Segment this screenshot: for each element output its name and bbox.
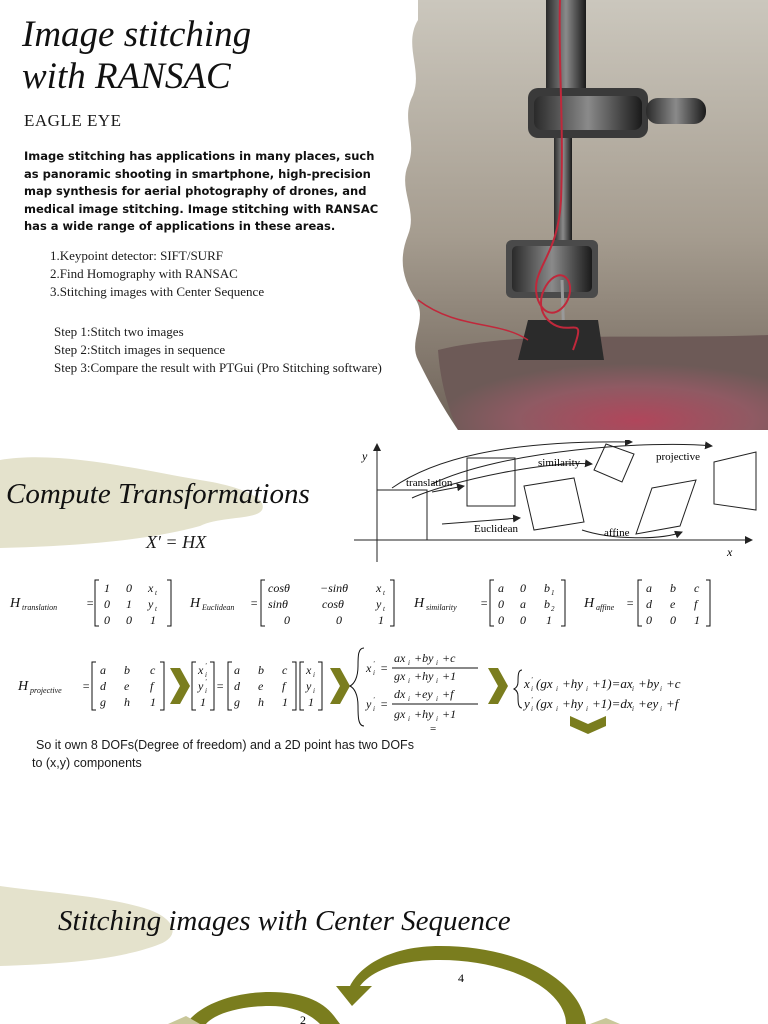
svg-text:1: 1 [378, 613, 384, 627]
svg-text:a: a [520, 597, 526, 611]
svg-text:t: t [155, 605, 157, 613]
svg-text:i: i [408, 695, 410, 703]
svg-text:a: a [498, 581, 504, 595]
svg-text:i: i [531, 685, 533, 693]
svg-text:+by: +by [638, 676, 660, 691]
dofs-text-line-1: So it own 8 DOFs(Degree of freedom) and a 2D point has two DOFs [36, 738, 414, 752]
svg-text:y: y [366, 697, 372, 711]
svg-text:': ' [531, 676, 533, 684]
svg-text:sinθ: sinθ [268, 597, 288, 611]
svg-text:i: i [556, 685, 558, 693]
svg-text:a: a [100, 663, 106, 677]
step-item: Step 1:Stitch two images [54, 324, 184, 339]
svg-text:i: i [313, 671, 315, 679]
svg-text:1: 1 [551, 589, 555, 597]
svg-text:1: 1 [282, 695, 288, 709]
svg-text:x: x [524, 676, 530, 691]
svg-text:c: c [150, 663, 156, 677]
h-projective-sub: projective [30, 686, 62, 695]
svg-text:i: i [205, 687, 207, 695]
svg-text:−sinθ: −sinθ [320, 581, 348, 595]
svg-text:a: a [234, 663, 240, 677]
svg-text:1: 1 [104, 581, 110, 595]
svg-text:0: 0 [670, 613, 676, 627]
label-similarity: similarity [538, 457, 581, 469]
svg-text:i: i [660, 705, 662, 713]
step-item: Step 3:Compare the result with PTGui (Pro Stitching software) [54, 360, 382, 375]
svg-text:+c: +c [666, 676, 681, 691]
slide-1-title [22, 14, 362, 98]
svg-text:=: = [380, 661, 389, 675]
title-line-1: Image stitching [22, 14, 252, 55]
svg-text:i: i [408, 677, 410, 685]
svg-text:1: 1 [150, 695, 156, 709]
svg-text:e: e [670, 597, 676, 611]
svg-text:gx: gx [394, 669, 406, 683]
chevron-down-icon [570, 716, 606, 734]
svg-text:i: i [586, 705, 588, 713]
svg-text:t: t [383, 605, 385, 613]
svg-text:g: g [100, 695, 106, 709]
svg-text:0: 0 [336, 613, 342, 627]
svg-text:=: = [250, 596, 259, 610]
svg-text:': ' [531, 696, 533, 704]
svg-text:=: = [626, 596, 635, 610]
svg-text:+hy: +hy [562, 696, 584, 711]
svg-text:0: 0 [646, 613, 652, 627]
svg-text:i: i [632, 685, 634, 693]
intro-paragraph: Image stitching has applications in many places, such as panoramic shooting in smartphone, high-precision map synthesis for aerial photography of drones, and medical image stitching. Image stitching with RANSAC has a wide range of applications in these areas. [24, 149, 379, 233]
sewing-machine-photo [378, 0, 768, 430]
svg-text:': ' [205, 662, 207, 670]
pipeline-item: 3.Stitching images with Center Sequence [50, 284, 265, 299]
svg-text:y: y [148, 597, 154, 611]
svg-text:': ' [373, 660, 375, 668]
svg-text:g: g [234, 695, 240, 709]
svg-text:(gx: (gx [536, 676, 553, 691]
svg-text:0: 0 [284, 613, 290, 627]
h-affine-sub: affine [596, 603, 615, 612]
svg-text:=: = [86, 596, 95, 610]
slide-2-title: Compute Transformations [6, 478, 310, 510]
svg-text:+1: +1 [442, 669, 457, 683]
svg-text:+1: +1 [442, 707, 457, 721]
svg-text:b: b [544, 597, 550, 611]
svg-text:i: i [436, 677, 438, 685]
svg-text:1: 1 [694, 613, 700, 627]
projective-derivation [8, 646, 763, 736]
svg-text:x: x [366, 661, 372, 675]
svg-text:=: = [380, 697, 389, 711]
matrices-row-1 [8, 576, 763, 632]
slide-1 [0, 0, 768, 430]
svg-text:y: y [198, 679, 204, 693]
svg-text:c: c [694, 581, 700, 595]
h-affine-symbol: H [584, 596, 595, 611]
svg-text:+1)=ax: +1)=ax [592, 676, 633, 691]
svg-text:b: b [670, 581, 676, 595]
svg-text:i: i [313, 687, 315, 695]
svg-text:i: i [436, 695, 438, 703]
svg-text:0: 0 [104, 597, 110, 611]
slide-1-subtitle: EAGLE EYE [24, 111, 122, 130]
svg-text:i: i [531, 705, 533, 713]
title-line-2: with RANSAC [22, 56, 231, 97]
svg-text:e: e [124, 679, 130, 693]
svg-text:h: h [258, 695, 264, 709]
svg-text:x: x [376, 581, 382, 595]
svg-text:d: d [646, 597, 652, 611]
svg-text:1: 1 [546, 613, 552, 627]
h-translation-sub: translation [22, 603, 58, 612]
svg-text:d: d [100, 679, 106, 693]
svg-text:=: = [480, 596, 489, 610]
label-projective: projective [656, 451, 700, 463]
transformations-diagram [352, 440, 762, 565]
svg-text:1: 1 [126, 597, 132, 611]
svg-text:b: b [544, 581, 550, 595]
svg-text:(gx: (gx [536, 696, 553, 711]
svg-text:0: 0 [520, 613, 526, 627]
svg-text:0: 0 [126, 613, 132, 627]
sequence-label-2: 2 [300, 1013, 306, 1024]
svg-text:0: 0 [104, 613, 110, 627]
label-euclidean: Euclidean [474, 523, 518, 535]
svg-text:b: b [258, 663, 264, 677]
y-axis-label: y [362, 449, 368, 463]
svg-text:1: 1 [308, 695, 314, 709]
steps-list [54, 323, 382, 377]
svg-text:c: c [282, 663, 288, 677]
svg-text:': ' [373, 696, 375, 704]
svg-text:+1)=dx: +1)=dx [592, 696, 633, 711]
svg-text:ax: ax [394, 651, 406, 665]
homography-formula: X′ = HX [146, 532, 207, 552]
svg-text:1: 1 [150, 613, 156, 627]
svg-text:x: x [148, 581, 154, 595]
svg-text:f: f [694, 597, 698, 611]
svg-text:gx: gx [394, 707, 406, 721]
sequence-label-4: 4 [458, 971, 464, 985]
svg-text:i: i [586, 685, 588, 693]
svg-text:0: 0 [498, 597, 504, 611]
svg-text:+ey: +ey [638, 696, 659, 711]
h-translation-symbol: H [10, 596, 21, 611]
svg-text:a: a [646, 581, 652, 595]
svg-text:y: y [524, 696, 530, 711]
chevron-right-icon [170, 668, 190, 704]
svg-text:i: i [660, 685, 662, 693]
svg-text:=: = [82, 679, 91, 693]
svg-text:b: b [124, 663, 130, 677]
svg-text:f: f [282, 679, 286, 693]
h-similarity-sub: similarity [426, 603, 457, 612]
dofs-text-line-2: to (x,y) components [32, 756, 142, 770]
svg-text:i: i [556, 705, 558, 713]
svg-text:f: f [150, 679, 154, 693]
svg-text:cosθ: cosθ [322, 597, 344, 611]
svg-text:+hy: +hy [414, 669, 434, 683]
svg-text:y: y [376, 597, 382, 611]
svg-text:+c: +c [442, 651, 456, 665]
svg-text:0: 0 [126, 581, 132, 595]
pipeline-list [50, 247, 264, 301]
h-similarity-symbol: H [414, 596, 425, 611]
svg-text:=: = [216, 679, 225, 693]
step-item: Step 2:Stitch images in sequence [54, 342, 226, 357]
svg-text:+f: +f [666, 696, 679, 711]
svg-text:1: 1 [200, 695, 206, 709]
svg-text:h: h [124, 695, 130, 709]
svg-text:i: i [632, 705, 634, 713]
pipeline-item: 2.Find Homography with RANSAC [50, 266, 238, 281]
label-affine: affine [604, 527, 630, 539]
svg-text:y: y [306, 679, 312, 693]
svg-text:0: 0 [498, 613, 504, 627]
svg-text:i: i [408, 715, 410, 723]
pipeline-item: 1.Keypoint detector: SIFT/SURF [50, 248, 223, 263]
svg-text:cosθ: cosθ [268, 581, 290, 595]
svg-text:i: i [205, 671, 207, 679]
slide-3-title: Stitching images with Center Sequence [58, 905, 511, 937]
svg-text:i: i [436, 715, 438, 723]
svg-text:i: i [373, 669, 375, 677]
svg-text:t: t [155, 589, 157, 597]
svg-text:+ey: +ey [414, 687, 433, 701]
svg-text:i: i [408, 659, 410, 667]
chevron-right-icon [488, 668, 508, 704]
svg-text:': ' [205, 678, 207, 686]
h-euclidean-sub: Euclidean [202, 603, 235, 612]
svg-text:i: i [436, 659, 438, 667]
center-sequence-diagram [0, 940, 768, 1024]
svg-text:+hy: +hy [414, 707, 434, 721]
svg-text:dx: dx [394, 687, 406, 701]
svg-text:2: 2 [551, 605, 555, 613]
label-translation: translation [406, 477, 453, 489]
svg-text:d: d [234, 679, 240, 693]
svg-text:0: 0 [520, 581, 526, 595]
svg-text:e: e [258, 679, 264, 693]
h-projective-symbol: H [18, 679, 29, 694]
chevron-right-icon [330, 668, 350, 704]
svg-text:+by: +by [414, 651, 434, 665]
svg-text:x: x [198, 663, 204, 677]
svg-text:i: i [373, 705, 375, 713]
svg-text:x: x [306, 663, 312, 677]
h-euclidean-symbol: H [190, 596, 201, 611]
x-axis-label: x [727, 545, 733, 559]
svg-text:+hy: +hy [562, 676, 584, 691]
svg-text:+f: +f [442, 687, 454, 701]
svg-text:t: t [383, 589, 385, 597]
stray-equals: = [430, 723, 437, 735]
